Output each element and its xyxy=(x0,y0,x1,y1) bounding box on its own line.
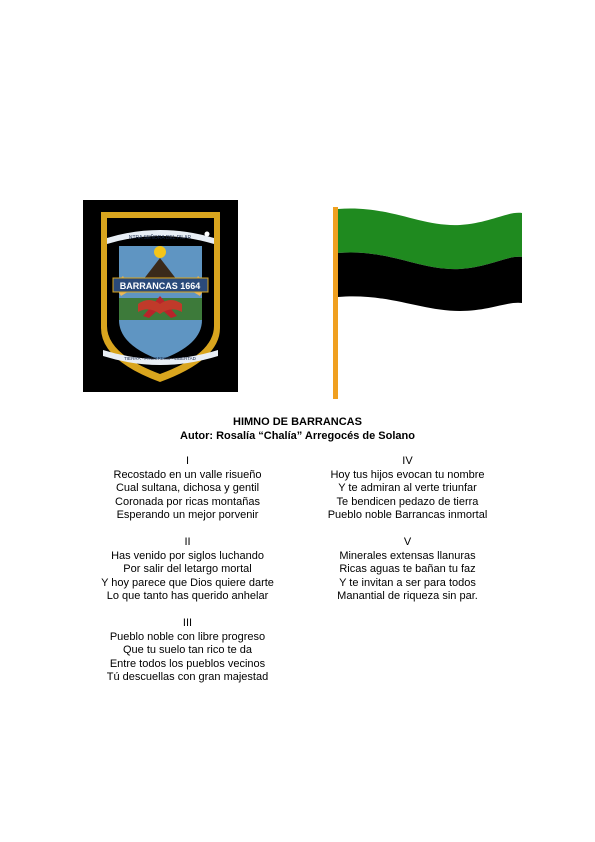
verse-line: Lo que tanto has querido anhelar xyxy=(106,590,269,602)
verse-line: Te bendicen pedazo de tierra xyxy=(336,495,479,508)
barrancas-flag-image xyxy=(330,205,525,400)
verse-line: Y te invitan a ser para todos xyxy=(339,576,476,589)
stanza xyxy=(80,536,295,604)
stanza-number: II xyxy=(184,536,191,548)
stanzas-right-column xyxy=(300,455,515,617)
stanzas-left-column xyxy=(80,455,295,698)
verse-line: Manantial de riqueza sin par. xyxy=(337,590,478,602)
verse-line: Hoy tus hijos evocan tu nombre xyxy=(330,468,485,481)
stanza xyxy=(300,536,515,604)
hymn-title: HIMNO DE BARRANCAS xyxy=(233,416,362,428)
emblem-banner-bottom: TIERRA · PROGRESO · LIBERTAD xyxy=(124,356,196,361)
stanza-number: V xyxy=(403,536,412,548)
stanza-number: I xyxy=(185,455,190,467)
verse-line: Recostado en un valle risueño xyxy=(113,468,262,481)
emblem-name-band: BARRANCAS 1664 xyxy=(119,281,201,291)
verse-line: Pueblo noble con libre progreso xyxy=(109,630,266,643)
stanza-number: IV xyxy=(402,455,413,467)
stanza xyxy=(80,455,295,523)
verse-line: Has venido por siglos luchando xyxy=(111,549,264,562)
stanza xyxy=(80,617,295,685)
stanza-number: III xyxy=(182,617,193,629)
verse-line: Pueblo noble Barrancas inmortal xyxy=(327,509,488,521)
stanza xyxy=(300,455,515,523)
coat-of-arms-image xyxy=(83,200,238,392)
verse-line: Tú descuellas con gran majestad xyxy=(106,671,269,683)
verse-line: Y hoy parece que Dios quiere darte xyxy=(101,576,274,589)
flag-pole xyxy=(333,207,338,399)
emblem-banner-top: NTRA SEÑORA DEL PILAR xyxy=(128,235,192,241)
verse-line: Por salir del letargo mortal xyxy=(123,563,252,575)
verse-line: Entre todos los pueblos vecinos xyxy=(109,657,266,670)
verse-line: Esperando un mejor porvenir xyxy=(116,509,259,521)
verse-line: Y te admiran al verte triunfar xyxy=(338,482,477,494)
hymn-author: Autor: Rosalía “Chalía” Arregocés de Solano xyxy=(180,430,415,442)
verse-line: Cual sultana, dichosa y gentil xyxy=(115,482,260,494)
shield-icon xyxy=(83,200,238,392)
flag-icon xyxy=(330,205,525,400)
verse-line: Minerales extensas llanuras xyxy=(339,549,476,562)
verse-line: Ricas aguas te bañan tu faz xyxy=(339,563,476,575)
hymn-header xyxy=(0,415,595,443)
verse-line: Que tu suelo tan rico te da xyxy=(122,644,253,656)
verse-line: Coronada por ricas montañas xyxy=(115,495,260,508)
